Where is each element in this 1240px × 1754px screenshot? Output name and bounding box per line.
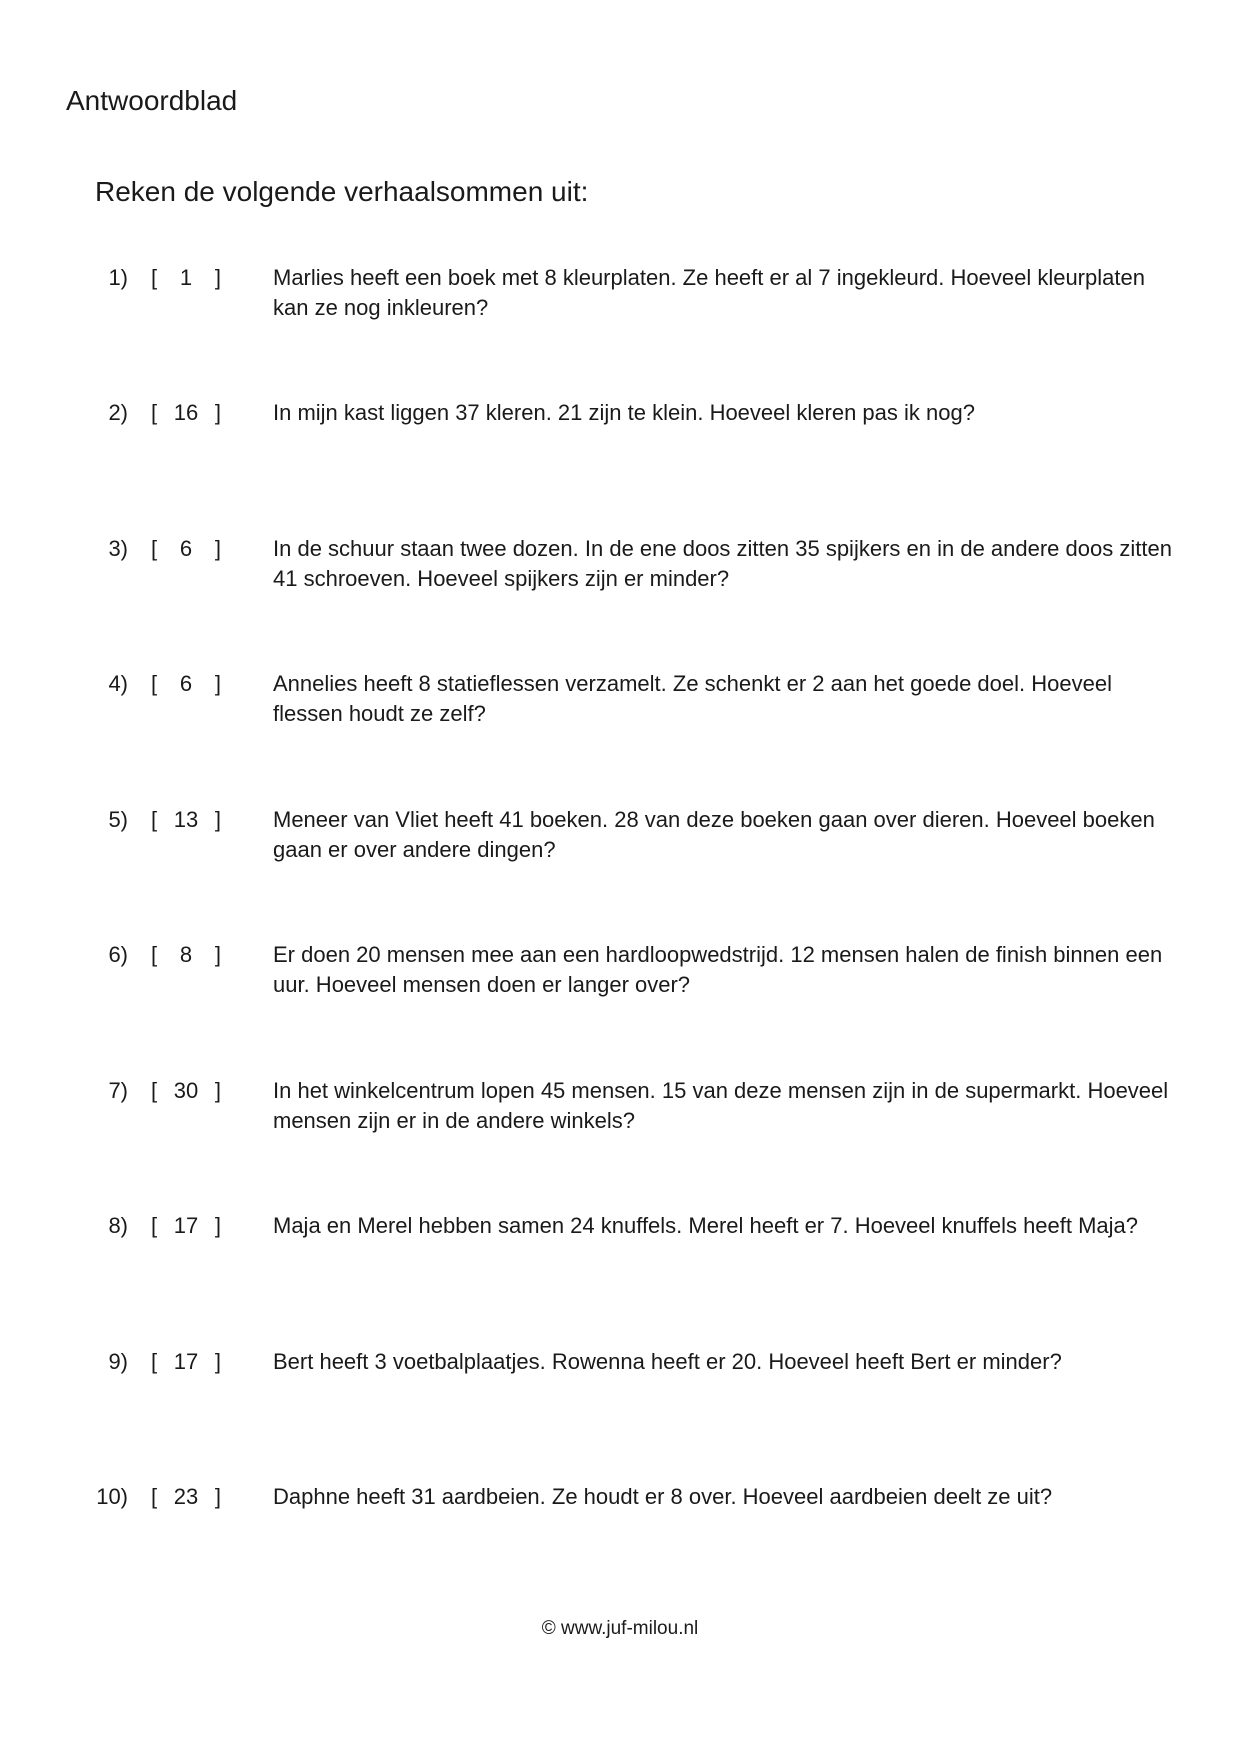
question-number: 2) xyxy=(108,400,128,425)
bracket-close: ] xyxy=(214,671,221,696)
bracket-close: ] xyxy=(214,942,221,967)
question-item-2 xyxy=(0,398,1240,478)
bracket-close: ] xyxy=(214,1349,221,1374)
question-item-5 xyxy=(0,805,1240,885)
question-number: 7) xyxy=(108,1078,128,1103)
question-text: Er doen 20 mensen mee aan een hardloopwedstrijd. 12 mensen halen de finish binnen een uur. Hoeveel mensen doen er langer over? xyxy=(273,942,1163,997)
bracket-open: [ xyxy=(151,1349,158,1374)
bracket-close: ] xyxy=(214,807,221,832)
question-item-6 xyxy=(0,940,1240,1020)
question-item-1 xyxy=(0,263,1240,343)
question-text: Marlies heeft een boek met 8 kleurplaten. Ze heeft er al 7 ingekleurd. Hoeveel kleurplaten kan ze nog inkleuren? xyxy=(273,265,1145,320)
bracket-close: ] xyxy=(214,265,221,290)
answer-value: 30 xyxy=(173,1078,199,1103)
question-number: 6) xyxy=(108,942,128,967)
answer-value: 6 xyxy=(179,536,193,561)
answer-value: 8 xyxy=(179,942,193,967)
question-item-8 xyxy=(0,1211,1240,1291)
question-text: In de schuur staan twee dozen. In de ene doos zitten 35 spijkers en in de andere doos zitten 41 schroeven. Hoeveel spijkers zijn er minder? xyxy=(273,536,1172,591)
question-text: Bert heeft 3 voetbalplaatjes. Rowenna heeft er 20. Hoeveel heeft Bert er minder? xyxy=(273,1349,1062,1374)
question-number: 9) xyxy=(108,1349,128,1374)
answer-bracket xyxy=(151,1482,221,1512)
bracket-open: [ xyxy=(151,1213,158,1238)
answer-bracket xyxy=(151,1347,221,1377)
bracket-close: ] xyxy=(214,1213,221,1238)
answer-bracket xyxy=(151,805,221,835)
answer-value: 13 xyxy=(173,807,199,832)
question-text: Maja en Merel hebben samen 24 knuffels. Merel heeft er 7. Hoeveel knuffels heeft Maja? xyxy=(273,1213,1139,1238)
bracket-close: ] xyxy=(214,536,221,561)
answer-bracket xyxy=(151,669,221,699)
answer-bracket xyxy=(151,1076,221,1106)
bracket-open: [ xyxy=(151,265,158,290)
page-title: Antwoordblad xyxy=(66,85,238,116)
answer-value: 16 xyxy=(173,400,199,425)
answer-value: 6 xyxy=(179,671,193,696)
question-number: 4) xyxy=(108,671,128,696)
bracket-open: [ xyxy=(151,400,158,425)
question-item-9 xyxy=(0,1347,1240,1427)
bracket-close: ] xyxy=(214,1078,221,1103)
question-number: 8) xyxy=(108,1213,128,1238)
question-item-4 xyxy=(0,669,1240,749)
answer-value: 1 xyxy=(179,265,193,290)
bracket-open: [ xyxy=(151,942,158,967)
answer-bracket xyxy=(151,263,221,293)
question-text: Daphne heeft 31 aardbeien. Ze houdt er 8 over. Hoeveel aardbeien deelt ze uit? xyxy=(273,1484,1053,1509)
question-text: In mijn kast liggen 37 kleren. 21 zijn te klein. Hoeveel kleren pas ik nog? xyxy=(273,400,975,425)
question-text: Meneer van Vliet heeft 41 boeken. 28 van deze boeken gaan over dieren. Hoeveel boeken gaan er over andere dingen? xyxy=(273,807,1155,862)
bracket-open: [ xyxy=(151,536,158,561)
question-number: 3) xyxy=(108,536,128,561)
answer-value: 17 xyxy=(173,1349,199,1374)
answer-bracket xyxy=(151,534,221,564)
instruction-heading: Reken de volgende verhaalsommen uit: xyxy=(95,176,589,207)
copyright-footer: © www.juf-milou.nl xyxy=(541,1618,699,1639)
answer-value: 17 xyxy=(173,1213,199,1238)
question-item-7 xyxy=(0,1076,1240,1156)
question-text: In het winkelcentrum lopen 45 mensen. 15 van deze mensen zijn in de supermarkt. Hoeveel mensen zijn er in de andere winkels? xyxy=(273,1078,1169,1133)
bracket-open: [ xyxy=(151,671,158,696)
bracket-open: [ xyxy=(151,807,158,832)
answer-value: 23 xyxy=(173,1484,199,1509)
question-number: 1) xyxy=(108,265,128,290)
answer-bracket xyxy=(151,398,221,428)
question-number: 10) xyxy=(96,1484,128,1509)
question-item-10 xyxy=(0,1482,1240,1562)
question-item-3 xyxy=(0,534,1240,614)
bracket-close: ] xyxy=(214,1484,221,1509)
bracket-open: [ xyxy=(151,1484,158,1509)
question-number: 5) xyxy=(108,807,128,832)
answer-bracket xyxy=(151,1211,221,1241)
bracket-open: [ xyxy=(151,1078,158,1103)
bracket-close: ] xyxy=(214,400,221,425)
question-text: Annelies heeft 8 statieflessen verzamelt. Ze schenkt er 2 aan het goede doel. Hoeveel flessen houdt ze zelf? xyxy=(273,671,1112,726)
answer-bracket xyxy=(151,940,221,970)
